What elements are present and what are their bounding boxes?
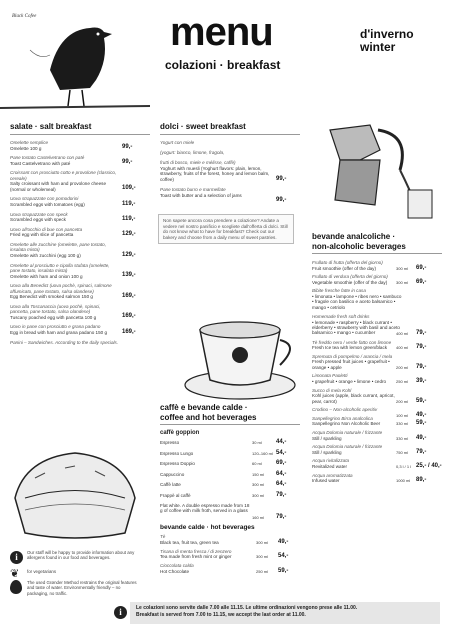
analcoliche-item-size: 750 ml xyxy=(396,449,409,455)
caffe-item-size: 30 ml xyxy=(252,440,262,445)
salate-item-it: Uovo in pane con prosciutto e grana padano xyxy=(10,324,101,330)
bevande-item-it: Tisana di menta fresca / di zenzero xyxy=(160,548,232,554)
salate-item-it: Omelette semplice xyxy=(10,140,49,145)
salate-item-en: Scrambled eggs with speck xyxy=(10,217,66,223)
salate-item-it: Uova strapazzate con pomodorini xyxy=(10,196,79,202)
bevande-item-it: Cioccolata calda xyxy=(160,563,194,569)
dolci-item-price: 99,- xyxy=(276,197,287,203)
salate-item-price: 119,- xyxy=(122,200,136,207)
analcoliche-item-it: Limonata Paoletti xyxy=(312,373,348,379)
salate-item-it: Uova alla Benedict (uova pochè, spinaci, salmone affumicato, pane tostato, salsa olandese) xyxy=(10,283,112,294)
bevande-item-en: Tea made from fresh mint or ginger xyxy=(160,554,232,560)
dolci-item-price: 99,- xyxy=(276,176,287,182)
analcoliche-item-price: 69,- xyxy=(416,278,427,285)
bevande-item-price: 54,- xyxy=(278,553,289,560)
bevande-item-en: Hot Chocolate xyxy=(160,568,190,574)
salate-item-it: Croissant con prosciutto cotto e provolone (classico, cereale) xyxy=(10,170,117,181)
caffe-item-size: 300 ml xyxy=(252,482,265,487)
salate-item-price: 169,- xyxy=(122,328,136,335)
salate-item-price: 119,- xyxy=(122,215,136,222)
analcoliche-item-it: Sanpellegrino Birra analcolica xyxy=(312,415,373,421)
salate-item-it: Omelette alle zucchine (omelette, pane tostato, insalata mista) xyxy=(10,242,107,253)
caffe-item-name: Espresso xyxy=(160,440,180,445)
sandwich-illustration xyxy=(5,438,145,548)
analcoliche-item-price: 25,- / 40,- xyxy=(416,463,442,469)
salate-item-en: Egg Benedict with smoked salmon 150 g xyxy=(10,294,93,300)
moka-pot-illustration xyxy=(300,90,450,220)
bevande-item-size: 250 ml xyxy=(256,568,269,574)
bevande-item-price: 59,- xyxy=(278,567,289,574)
page-title: menu xyxy=(170,10,273,54)
analcoliche-item-en: Vegetable smoothie (offer of the day) xyxy=(312,279,388,285)
analcoliche-item-size: 1000 ml xyxy=(396,478,411,484)
water-drop-icon xyxy=(10,580,22,594)
analcoliche-heading-it: bevande analcoliche · xyxy=(312,232,396,241)
caffe-item-size: 150 ml xyxy=(252,471,265,477)
dolci-item-it: Yogurt con miele xyxy=(160,140,195,145)
caffe-item-price: 54,- xyxy=(276,449,287,456)
salate-item-price: 139,- xyxy=(122,272,136,279)
caffe-item-price: 44,- xyxy=(276,439,287,445)
page-subtitle: colazioni · breakfast xyxy=(165,58,281,72)
analcoliche-item-en: Fresh pressed fruit juices • grapefruit • orange • apple xyxy=(312,359,390,370)
caffe-item-name: Cappuccino xyxy=(160,471,185,477)
season-english: winter xyxy=(360,40,396,55)
caffe-heading-it: caffè e bevande calde · xyxy=(160,403,248,412)
salate-item-price: 129,- xyxy=(122,251,136,258)
salate-item-price: 99,- xyxy=(122,159,133,166)
analcoliche-item-en: Fresh Ice tea with lemon green/black xyxy=(312,345,388,351)
vegetarian-note: for vegetarians xyxy=(27,569,57,574)
analcoliche-item-en: Infused water xyxy=(312,478,340,484)
analcoliche-item-it: Acqua Dolomia naturale / frizzante xyxy=(312,430,383,435)
analcoliche-item-price: 39,- xyxy=(416,378,427,384)
salate-item-en: Omelette with ham and onion 100 g xyxy=(10,273,83,279)
salate-item-en: Scrambled eggs with tomatoes (egg) xyxy=(10,202,85,207)
footer-line-it: Le colazioni sono servite dalle 7.00 alle 11.15. Le ultime ordinazioni vengono prese alle 11.00. xyxy=(136,605,358,611)
coffee-cup-illustration xyxy=(180,290,310,410)
caffe-item-name: Flat white. A double espresso made from 18 g of coffee with milk froth, served in a glass xyxy=(160,503,250,514)
salate-item-price: 169,- xyxy=(122,292,136,299)
analcoliche-item-en: • lemonade • raspberry • black currant • elderberry • strawberry with basil and aceto balsamico • mango • cucumber xyxy=(312,319,400,336)
analcoliche-item-en: Fruit smoothie (offer of the day) xyxy=(312,265,377,271)
caffe-item-price: 79,- xyxy=(276,514,287,520)
analcoliche-item-en: Still / sparkling xyxy=(312,435,342,441)
analcoliche-item-en: Still / sparkling xyxy=(312,449,342,455)
analcoliche-heading-en: non-alcoholic beverages xyxy=(312,242,406,251)
analcoliche-item-en: • grapefruit • orange • limone • cedro xyxy=(312,379,387,384)
dolci-item-it: (yogurt: bianco, limone, fragola, xyxy=(160,150,225,155)
analcoliche-item-size: 300 ml xyxy=(396,279,409,285)
footer-info-icon: i xyxy=(114,606,127,619)
footer-line-en: Breakfast is served from 7.00 to 11.15, we accept the last order at 11.00. xyxy=(136,612,306,618)
analcoliche-item-it: Homemade fresh soft drinks xyxy=(312,314,370,319)
analcoliche-item-it: Crodino – Non-alcoholic aperitiv xyxy=(312,407,378,413)
salate-heading: salate · salt breakfast xyxy=(10,122,92,131)
analcoliche-item-size: 330 ml xyxy=(396,421,409,427)
bevande-item-price: 49,- xyxy=(278,538,289,545)
salate-item-price: 109,- xyxy=(122,185,136,192)
salate-item-price: 99,- xyxy=(122,144,133,151)
dolci-item-it: Pane tostato burro e marmellate xyxy=(160,187,226,192)
analcoliche-item-it: Frullato di verdura (offerta del giorno) xyxy=(312,274,388,280)
caffe-item-price: 64,- xyxy=(276,470,287,477)
analcoliche-item-size: 400 ml xyxy=(396,331,409,336)
vegetarian-icon: ❦ xyxy=(10,568,20,580)
analcoliche-item-size: 100 ml xyxy=(396,412,409,418)
salate-item-en: Tuscany poached egg with pancetta 100 g xyxy=(10,314,97,320)
analcoliche-item-size: 300 ml xyxy=(396,265,409,271)
analcoliche-item-it: Bibite fresche fatte in casa xyxy=(312,288,366,294)
salate-item-it: Uova strapazzate con speck xyxy=(10,211,68,217)
allergy-note: Our staff will be happy to provide information about any allergens found in our food and beverages. xyxy=(27,550,135,561)
caffe-item-name: Espresso Lungo xyxy=(160,450,194,456)
season-italian: d'inverno xyxy=(360,27,414,41)
analcoliche-item-it: Tè freddo nero / verde fatto con limone xyxy=(312,339,392,345)
analcoliche-item-size: 200 ml xyxy=(396,364,409,370)
caffe-item-name: Caffè latte xyxy=(160,482,181,487)
caffe-heading-en: coffee and hot beverages xyxy=(160,413,257,422)
crow-illustration xyxy=(0,10,150,120)
salate-item-en: Fried egg with slice of pancetta xyxy=(10,232,74,238)
caffe-item-price: 64,- xyxy=(276,481,287,487)
salate-item-en: Toast Castelvetrano with paté xyxy=(10,160,71,166)
analcoliche-item-price: 49,- xyxy=(416,411,427,418)
analcoliche-item-size: 400 ml xyxy=(396,345,409,351)
dolci-item-en: Toast with butter and a selection of jams xyxy=(160,193,242,198)
analcoliche-item-price: 79,- xyxy=(416,330,427,336)
logo-text: Black Cofee xyxy=(12,14,37,19)
salate-item-en: Salty croissant with ham and provolone cheese (normal or wholemeal) xyxy=(10,181,107,192)
salate-item-en: Omelette with zucchini (egg 100 g) xyxy=(10,253,81,258)
analcoliche-item-price: 79,- xyxy=(416,363,427,370)
dolci-item-it: frutti di bosco, miele e mélisse, caffè) xyxy=(160,160,236,165)
analcoliche-item-price: 89,- xyxy=(416,477,427,484)
analcoliche-item-en: • limonata • lampone • ribes nero • sambuco • fragole con basilico e aceto balsamico • mango • cetriolo xyxy=(312,294,402,310)
analcoliche-item-size: 200 ml xyxy=(396,398,409,404)
analcoliche-item-size: 330 ml xyxy=(396,435,409,441)
season-label xyxy=(360,28,414,54)
salate-item-price: 169,- xyxy=(122,313,136,320)
salate-item-it: Panini – Sandwiches. According to the daily specials. xyxy=(10,339,119,345)
dolci-info-box: Non sapete ancora cosa prendere a colazione? Andate a vedere nel nostro panificio e scegliete dall'offerta di dolci. Still do not know what to have for breakfast? Check out our bakery and choose from a daily menu of sweet pastries. xyxy=(158,214,294,244)
analcoliche-item-size: 0,3 l / 1 l xyxy=(396,464,412,469)
bevande-item-size: 300 ml xyxy=(256,554,269,560)
dolci-heading: dolci · sweet breakfast xyxy=(160,122,246,131)
salate-item-en: Egg in bread with ham and grana padano 150 g xyxy=(10,330,108,335)
caffe-item-price: 69,- xyxy=(276,460,287,466)
analcoliche-item-en: Sanpellegrino Non Alcoholic Beer xyxy=(312,421,381,427)
caffe-item-name: Frappè al caffè xyxy=(160,492,191,498)
analcoliche-item-it: Acqua aromatizzata xyxy=(312,472,353,478)
caffe-item-size: 300 ml xyxy=(252,492,265,498)
analcoliche-item-price: 79,- xyxy=(416,448,427,455)
caffe-item-price: 79,- xyxy=(276,491,287,498)
salate-item-it: Omelette al prosciutto e cipolla stufata (omelette, pane tostato, insalata mista) xyxy=(10,262,110,273)
bevande-item-size: 300 ml xyxy=(256,539,269,545)
analcoliche-item-it: Acqua rivitalizzata xyxy=(312,458,350,464)
caffe-item-size: 160 ml xyxy=(252,515,265,520)
salate-item-it: Uova alla Toscanaccia (uova pochè, spinaci, pancetta, pane tostato, salsa olandese) xyxy=(10,303,101,315)
analcoliche-item-price: 59,- xyxy=(416,420,427,427)
caffe-item-name: Espresso Doppio xyxy=(160,461,195,466)
analcoliche-item-price: 49,- xyxy=(416,434,427,441)
salate-item-en: Omelette 100 g xyxy=(10,145,42,151)
analcoliche-item-size: 250 ml xyxy=(396,379,409,384)
footer-note xyxy=(130,602,440,624)
bevande-heading: bevande calde · hot beverages xyxy=(160,524,255,531)
analcoliche-item-it: Spremuta di pompelmo / arancia / mela xyxy=(312,353,393,359)
bevande-item-en: Black tea, fruit tea, green tea xyxy=(160,539,219,545)
analcoliche-item-it: Succo di mela Kohl xyxy=(312,387,352,393)
salate-item-it: Uovo all'occhio di bue con pancetta xyxy=(10,226,83,232)
info-icon: i xyxy=(10,551,23,564)
bevande-item-it: Tè xyxy=(160,534,166,539)
salate-item-it: Pane tostato Castelvetrano con paté xyxy=(10,155,85,161)
dolci-item-en: Yoghurt with muesli (Yoghurt flavors: plain, lemon, strawberry, fruits of the forest, honey and lemon balm, coffee) xyxy=(160,166,270,182)
analcoliche-item-price: 59,- xyxy=(416,397,427,404)
analcoliche-item-price: 79,- xyxy=(416,344,427,351)
caffe-item-size: 120–160 ml xyxy=(252,450,273,456)
caffe-item-size: 60 ml xyxy=(252,461,262,466)
salate-item-price: 129,- xyxy=(122,231,136,237)
sustainability-note: The used Grønder Method restrains the original features and taste of water. Environmentally friendly – no packaging, no traffic. xyxy=(27,580,137,596)
analcoliche-item-it: Frullato di frutta (offerta del giorno) xyxy=(312,260,383,265)
analcoliche-item-price: 69,- xyxy=(416,264,427,271)
caffe-subheading: caffè goppion xyxy=(160,430,200,436)
analcoliche-item-en: Revitalized water xyxy=(312,464,347,469)
analcoliche-item-it: Acqua Dolomia naturale / frizzante xyxy=(312,444,383,450)
analcoliche-item-en: Kohl juices (apple, black currant, apricot, pear, carrot) xyxy=(312,393,395,404)
